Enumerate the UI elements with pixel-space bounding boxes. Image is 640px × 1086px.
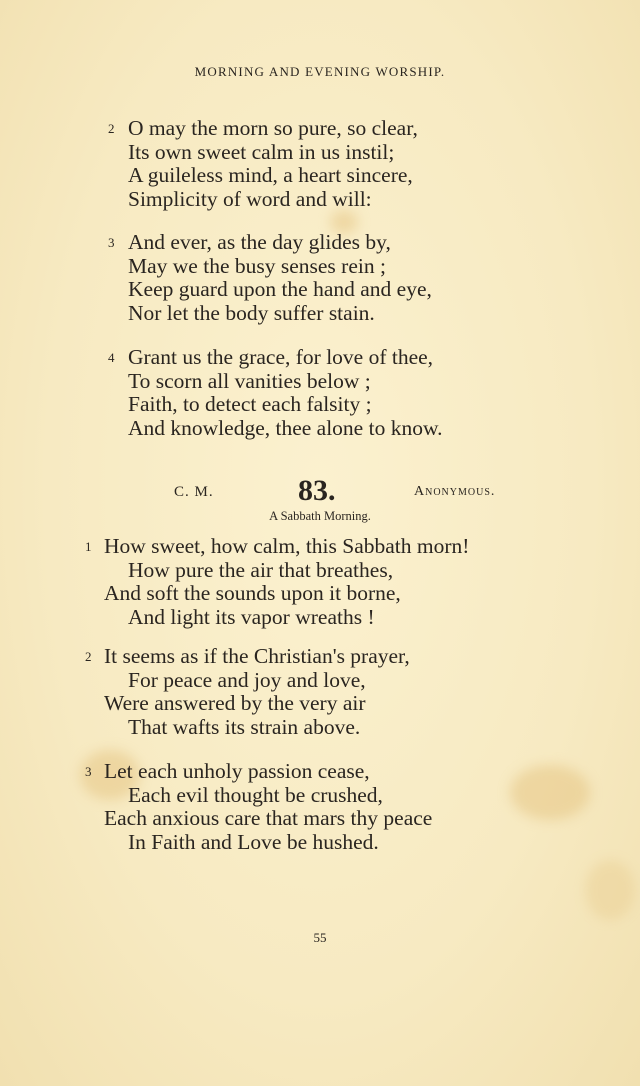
stanza-number: 3 bbox=[108, 235, 115, 250]
verse-line: And knowledge, thee alone to know. bbox=[128, 415, 443, 440]
paper-stain bbox=[585, 860, 635, 920]
verse-line: Each anxious care that mars thy peace bbox=[104, 806, 433, 830]
verse-line: To scorn all vanities below ; bbox=[128, 368, 371, 393]
stanza bbox=[0, 116, 418, 211]
verse-line: Each evil thought be crushed, bbox=[128, 782, 383, 807]
stanza bbox=[0, 759, 433, 854]
paper-stain bbox=[510, 765, 590, 820]
stanza-number: 3 bbox=[85, 764, 92, 779]
stanza bbox=[0, 534, 470, 629]
hymn-number: 83. bbox=[298, 474, 336, 507]
verse-line: Were answered by the very air bbox=[104, 691, 366, 715]
stanza-number: 1 bbox=[85, 539, 92, 554]
verse-line: Nor let the body suffer stain. bbox=[128, 300, 375, 325]
verse-line: In Faith and Love be hushed. bbox=[128, 829, 379, 854]
verse-line: Let each unholy passion cease, bbox=[104, 759, 370, 783]
hymn-author: Anonymous. bbox=[414, 484, 496, 499]
verse-line: And ever, as the day glides by, bbox=[128, 230, 391, 254]
hymn-meter: C. M. bbox=[174, 484, 214, 500]
hymn-title: A Sabbath Morning. bbox=[269, 509, 371, 523]
verse-line: Simplicity of word and will: bbox=[128, 186, 372, 211]
running-head: MORNING AND EVENING WORSHIP. bbox=[194, 64, 446, 79]
verse-line: For peace and joy and love, bbox=[128, 667, 366, 692]
verse-line: Grant us the grace, for love of thee, bbox=[128, 345, 434, 369]
stanza-number: 2 bbox=[85, 649, 92, 664]
page-number: 55 bbox=[313, 930, 327, 945]
stanza bbox=[0, 230, 432, 325]
verse-line: How pure the air that breathes, bbox=[128, 557, 394, 582]
verse-line: Keep guard upon the hand and eye, bbox=[128, 277, 432, 301]
verse-line: And light its vapor wreaths ! bbox=[128, 604, 375, 629]
verse-line: And soft the sounds upon it borne, bbox=[104, 581, 401, 605]
verse-line: May we the busy senses rein ; bbox=[128, 253, 386, 278]
verse-line: O may the morn so pure, so clear, bbox=[128, 116, 418, 140]
hymn-heading bbox=[0, 474, 640, 508]
verse-line: It seems as if the Christian's prayer, bbox=[104, 644, 410, 668]
verse-line: That wafts its strain above. bbox=[128, 714, 361, 739]
verse-line: Its own sweet calm in us instil; bbox=[128, 139, 395, 164]
verse-line: How sweet, how calm, this Sabbath morn! bbox=[104, 534, 470, 558]
verse-line: Faith, to detect each falsity ; bbox=[128, 392, 372, 416]
verse-line: A guileless mind, a heart sincere, bbox=[128, 163, 413, 187]
stanza-number: 4 bbox=[108, 350, 115, 365]
stanza bbox=[0, 644, 410, 739]
stanza-number: 2 bbox=[108, 121, 115, 136]
stanza bbox=[0, 345, 443, 440]
